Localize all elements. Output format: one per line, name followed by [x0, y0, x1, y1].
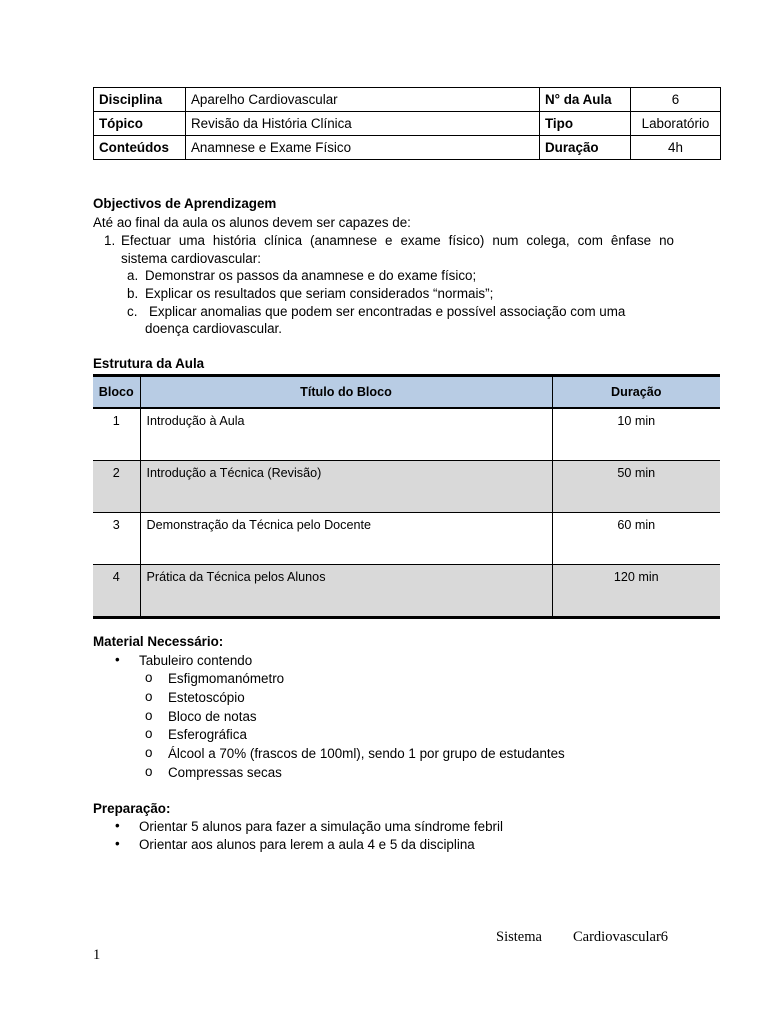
page-number: 1 [93, 947, 101, 963]
bullet-icon: • [115, 836, 120, 851]
table-row [93, 461, 720, 513]
material-subitem: Estetoscópio [168, 690, 245, 705]
material-subitem: Bloco de notas [168, 709, 257, 724]
block-duration: 10 min [552, 408, 720, 461]
sub-bullet-icon: o [145, 670, 153, 685]
info-value: Anamnese e Exame Físico [186, 136, 540, 160]
info-row-topico [94, 112, 721, 136]
objectives-heading: Objectivos de Aprendizagem [93, 196, 277, 211]
objective-text: Efectuar uma história clínica (anamnese e exame físico) num colega, com ênfase no [121, 233, 674, 248]
sub-objective-text: Demonstrar os passos da anamnese e do exame físico; [145, 268, 477, 283]
block-number: 2 [93, 461, 140, 513]
structure-header-row [93, 376, 720, 409]
preparation-heading: Preparação: [93, 801, 171, 816]
block-title: Prática da Técnica pelos Alunos [140, 565, 552, 618]
sub-objective-text-cont: doença cardiovascular. [145, 321, 282, 336]
info-label: N° da Aula [540, 88, 631, 112]
info-value: 4h [631, 136, 721, 160]
material-subitem: Álcool a 70% (frascos de 100ml), sendo 1 por grupo de estudantes [168, 746, 565, 761]
block-number: 4 [93, 565, 140, 618]
footer-system: Sistema [496, 929, 542, 945]
info-label: Disciplina [94, 88, 186, 112]
block-number: 1 [93, 408, 140, 461]
bullet-icon: • [115, 818, 120, 833]
material-subitem: Esfigmomanómetro [168, 671, 285, 686]
sub-bullet-icon: o [145, 745, 153, 760]
objectives-intro: Até ao final da aula os alunos devem ser capazes de: [93, 215, 411, 230]
sub-objective-text: Explicar os resultados que seriam considerados “normais”; [145, 286, 494, 301]
info-value: Aparelho Cardiovascular [186, 88, 540, 112]
column-header-titulo: Título do Bloco [140, 376, 552, 409]
column-header-bloco: Bloco [93, 376, 140, 409]
block-title: Demonstração da Técnica pelo Docente [140, 513, 552, 565]
preparation-item: Orientar aos alunos para lerem a aula 4 e 5 da disciplina [139, 837, 475, 852]
table-row [93, 513, 720, 565]
info-value: Laboratório [631, 112, 721, 136]
sub-objective-mark: a. [127, 268, 139, 283]
sub-bullet-icon: o [145, 708, 153, 723]
preparation-item: Orientar 5 alunos para fazer a simulação uma síndrome febril [139, 819, 503, 834]
material-subitem: Compressas secas [168, 765, 282, 780]
column-header-duracao: Duração [552, 376, 720, 409]
info-label: Duração [540, 136, 631, 160]
material-heading: Material Necessário: [93, 634, 224, 649]
material-item: Tabuleiro contendo [139, 653, 253, 668]
footer-title: Cardiovascular6 [573, 929, 669, 945]
info-value: Revisão da História Clínica [186, 112, 540, 136]
sub-objective-text: Explicar anomalias que podem ser encontradas e possível associação com uma [149, 304, 626, 319]
bullet-icon: • [115, 652, 120, 667]
info-value: 6 [631, 88, 721, 112]
block-duration: 60 min [552, 513, 720, 565]
block-title: Introdução à Aula [140, 408, 552, 461]
sub-objective-mark: b. [127, 286, 139, 301]
block-duration: 120 min [552, 565, 720, 618]
info-row-disciplina [94, 88, 721, 112]
table-row [93, 408, 720, 461]
sub-objective-mark: c. [127, 304, 138, 319]
info-row-conteudos [94, 136, 721, 160]
info-label: Tópico [94, 112, 186, 136]
objective-text-cont: sistema cardiovascular: [121, 251, 261, 266]
sub-bullet-icon: o [145, 764, 153, 779]
block-number: 3 [93, 513, 140, 565]
info-label: Conteúdos [94, 136, 186, 160]
structure-table [93, 374, 720, 619]
structure-heading: Estrutura da Aula [93, 356, 205, 371]
table-row [93, 565, 720, 618]
objective-number: 1. [104, 233, 116, 248]
sub-bullet-icon: o [145, 689, 153, 704]
sub-bullet-icon: o [145, 726, 153, 741]
block-duration: 50 min [552, 461, 720, 513]
course-info-table [93, 87, 721, 160]
block-title: Introdução a Técnica (Revisão) [140, 461, 552, 513]
material-subitem: Esferográfica [168, 727, 247, 742]
info-label: Tipo [540, 112, 631, 136]
